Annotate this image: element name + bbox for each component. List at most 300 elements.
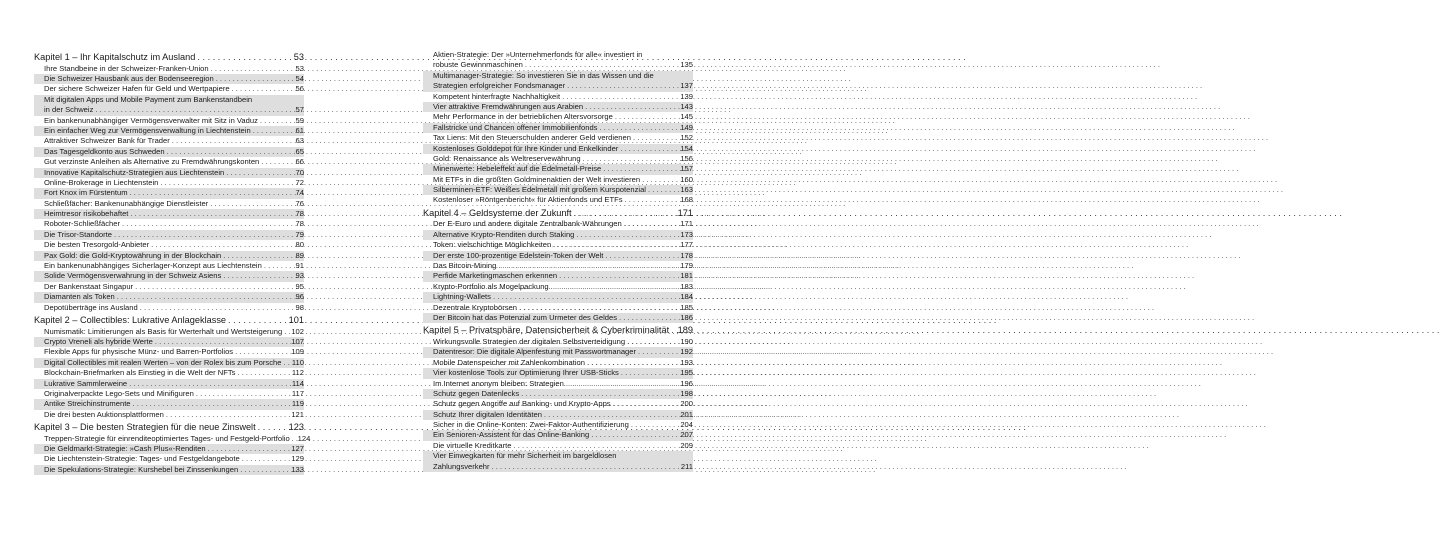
toc-leader-dots [133,399,290,409]
toc-entry-title: Kapitel 2 – Collectibles: Lukrative Anlageklasse [34,314,227,325]
toc-entry-title: Originalverpackte Lego-Sets und Minifiguren [44,388,194,398]
toc-page-number: 154 [680,143,693,153]
toc-entry-title: Attraktiver Schweizer Bank für Trader [44,136,170,146]
toc-entry [34,410,304,420]
toc-page-number: 189 [677,325,693,336]
toc-entry [423,441,693,451]
toc-page-number: 184 [680,292,693,302]
toc-left-column [34,50,311,475]
toc-leader-dots [621,368,678,378]
toc-page-number: 190 [680,336,693,346]
toc-entry-title: Kapitel 3 – Die besten Strategien für die neue Zinswelt [34,422,256,433]
toc-entry-title: Pax Gold: die Gold-Kryptowährung in der Blockchain [44,250,222,260]
toc-entry-title: Die virtuelle Kreditkarte [433,440,512,450]
toc-entry [34,389,304,399]
toc-chapter-heading [423,324,693,337]
toc-entry [423,123,693,133]
toc-page-number: 89 [295,250,304,260]
toc-entry-title: Diamanten als Token [44,292,115,302]
toc-leader-dots [130,188,290,198]
toc-entry [34,240,304,250]
toc-page-number: 124 [297,433,311,443]
toc-entry-title: Mobile Datenspeicher mit Zahlenkombination [433,357,585,367]
toc-entry-title: Online-Brokerage in Liechtenstein [44,177,159,187]
toc-entry-title: Aktien-Strategie: Der »Unternehmerfonds für alle« investiert in [433,50,643,59]
toc-entry [34,74,304,84]
toc-entry [423,462,693,472]
toc-entry [423,399,693,409]
toc-page-number: 139 [680,91,693,101]
toc-entry [423,451,693,461]
toc-entry [34,454,304,464]
toc-leader-dots [567,81,678,91]
toc-page-number: 192 [680,347,693,357]
toc-leader-dots [240,465,289,475]
toc-entry [423,195,693,205]
toc-entry [34,178,304,188]
toc-leader-dots [631,420,678,430]
toc-page-number: 152 [680,133,693,143]
toc-leader-dots [492,462,679,472]
toc-entry-title: Ein einfacher Weg zur Vermögensverwaltung in Liechtenstein [44,125,251,135]
toc-page-number: 160 [680,174,693,184]
toc-entry [423,71,693,81]
toc-entry-title: Minenwerte: Hebeleffekt auf die Edelmetall-Preise [433,164,602,174]
toc-page-number: 109 [291,347,304,357]
toc-leader-dots [585,102,678,112]
toc-leader-dots [574,207,676,220]
toc-page-number: 129 [291,454,304,464]
toc-entry-title: Kapitel 4 – Geldsysteme der Zukunft [423,207,572,218]
toc-page-number: 78 [295,219,304,229]
toc-entry [34,209,304,219]
toc-page-number: 121 [291,409,304,419]
toc-leader-dots [95,105,290,115]
toc-page-number: 135 [680,60,693,70]
toc-leader-dots [197,51,290,64]
toc-leader-dots [114,230,290,240]
toc-entry [423,420,693,430]
toc-entry-title: Schließfächer: Bankenunabhängige Dienstleister [44,198,209,208]
toc-entry-title: Strategien erfolgreicher Fondsmanager [433,81,566,91]
toc-entry-title: Tax Liens: Mit den Steuerschulden anderer Geld verdienen [433,133,631,143]
toc-entry-title: Im Internet anonym bleiben: Strategien [433,378,564,388]
toc-chapter-heading [34,314,304,327]
toc-entry [34,251,304,261]
toc-entry-title: Treppen-Strategie für einrenditeoptimiertes Tages- und Festgeld-Portfolio [44,433,290,443]
toc-entry-title: Zahlungsverkehr [433,461,490,471]
toc-page-number: 145 [680,112,693,122]
toc-entry [34,292,304,302]
toc-entry [34,303,304,313]
toc-entry [423,368,693,378]
toc-entry [423,358,693,368]
toc-entry-title: Flexible Apps für physische Münz- und Barren-Portfolios [44,347,234,357]
toc-page-number: 193 [680,357,693,367]
toc-entry-title: Dezentrale Kryptobörsen [433,302,517,312]
toc-leader-dots [155,337,289,347]
toc-page-number: 70 [295,167,304,177]
toc-leader-dots [140,303,290,313]
toc-entry-title: Die Geldmarkt-Strategie: »Cash Plus«-Renditen [44,444,206,454]
toc-entry-title: Vier kostenlose Tools zur Optimierung Ihrer USB-Sticks [433,368,619,378]
toc-entry [34,271,304,281]
toc-leader-dots [562,92,678,102]
toc-entry [423,133,693,143]
toc-entry [423,112,693,122]
toc-entry-title: Ihre Standbeine in der Schweizer-Franken-Union [44,63,209,73]
toc-leader-dots [130,209,290,219]
toc-leader-dots [129,379,290,389]
toc-entry [34,358,304,368]
toc-entry [423,261,693,271]
toc-leader-dots [603,164,678,174]
toc-entry [34,282,304,292]
toc-leader-dots [521,389,678,399]
toc-page-number: 173 [680,229,693,239]
toc-leader-dots [625,195,679,205]
toc-entry [423,313,693,323]
toc-entry [423,154,693,164]
toc-leader-dots [514,441,679,451]
toc-page-number: 96 [295,292,304,302]
toc-page-number: 137 [680,81,693,91]
toc-leader-dots [671,324,676,337]
toc-entry-title: Mit digitalen Apps und Mobile Payment zum Bankenstandbein [44,94,253,104]
toc-leader-dots [151,240,290,250]
toc-leader-dots [223,251,290,261]
toc-entry-title: Ein bankenunabhängiges Sicherlager-Konzept aus Liechtenstein [44,261,262,271]
toc-entry [423,92,693,102]
toc-entry-title: Wirkungsvolle Strategien der digitalen Selbstverteidigung [433,336,626,346]
toc-page-number: 119 [291,399,304,409]
toc-entry-title: Lightning-Wallets [433,292,491,302]
toc-entry [34,95,304,105]
toc-entry-title: Die Schweizer Hausbank aus der Bodenseeregion [44,73,214,83]
toc-leader-dots [284,327,289,337]
toc-entry [423,337,693,347]
toc-leader-dots [235,347,289,357]
toc-page-number: 93 [295,271,304,281]
toc-entry-title: Roboter-Schließfächer [44,219,120,229]
toc-entry [423,430,693,440]
toc-page-number: 114 [291,378,304,388]
toc-leader-dots [619,313,678,323]
toc-leader-dots [498,261,678,271]
toc-page-number: 201 [680,409,693,419]
toc-entry-title: Kostenloses Golddepot für Ihre Kinder und Enkelkinder [433,143,619,153]
toc-page-number: 98 [295,302,304,312]
toc-entry-title: Depotüberträge ins Ausland [44,302,138,312]
toc-page-number: 80 [295,240,304,250]
toc-entry-title: Sicher in die Online-Konten: Zwei-Faktor-Authentifizierung [433,420,629,430]
toc-page-number: 185 [680,302,693,312]
toc-page-number: 179 [680,261,693,271]
toc-entry [34,105,304,115]
toc-entry [423,282,693,292]
toc-leader-dots [551,282,679,292]
toc-leader-dots [283,358,289,368]
toc-leader-dots [613,399,679,409]
toc-leader-dots [587,358,678,368]
toc-page-number: 149 [680,122,693,132]
toc-page-number: 171 [677,207,693,218]
toc-entry-title: Gold: Renaissance als Weltreservewährung [433,153,581,163]
toc-entry [423,144,693,154]
toc-entry-title: Fort Knox im Fürstentum [44,188,128,198]
toc-page-number: 101 [288,314,304,325]
toc-leader-dots [160,178,290,188]
toc-entry [423,389,693,399]
toc-entry [423,271,693,281]
toc-entry [423,379,693,389]
toc-leader-dots [211,64,290,74]
toc-entry [423,251,693,261]
toc-entry [34,368,304,378]
toc-leader-dots [264,261,290,271]
toc-entry-title: Solide Vermögensverwahrung in der Schweiz Asiens [44,271,222,281]
toc-page-number: 123 [288,422,304,433]
toc-page-number: 72 [295,177,304,187]
toc-entry-title: Vier attraktive Fremdwährungen aus Arabien [433,101,584,111]
toc-page-number: 110 [291,357,304,367]
toc-entry-title: in der Schweiz [44,105,94,115]
toc-page-number: 53 [293,52,304,62]
toc-page-number: 143 [680,101,693,111]
toc-page-number: 198 [680,388,693,398]
toc-leader-dots [237,368,289,378]
toc-leader-dots [627,337,678,347]
toc-leader-dots [591,430,678,440]
toc-leader-dots [583,154,679,164]
toc-page-number: 61 [295,125,304,135]
toc-entry [423,81,693,91]
toc-entry-title: Der E-Euro und andere digitale Zentralbank-Währungen [433,219,622,229]
toc-entry-title: Gut verzinste Anleihen als Alternative zu Fremdwährungskonten [44,157,260,167]
toc-page-number: 195 [680,368,693,378]
toc-entry-title: Crypto Vreneli als hybride Werte [44,336,153,346]
toc-entry [34,126,304,136]
toc-leader-dots [525,60,678,70]
toc-entry [423,60,693,70]
toc-leader-dots [642,175,678,185]
toc-entry-title: Ein Senioren-Assistent für das Online-Banking [433,430,590,440]
toc-leader-dots [615,112,679,122]
toc-entry [34,347,304,357]
toc-page-number: 209 [680,440,693,450]
toc-leader-dots [196,389,290,399]
toc-page-number: 204 [680,420,693,430]
toc-leader-dots [576,230,678,240]
toc-entry [34,64,304,74]
toc-entry [34,219,304,229]
toc-leader-dots [253,126,290,136]
toc-entry-title: Die Spekulations-Strategie: Kurshebel bei Zinssenkungen [44,464,239,474]
toc-page-number: 79 [295,229,304,239]
toc-leader-dots [553,240,678,250]
toc-page-number: 177 [680,240,693,250]
toc-page-number: 107 [291,336,304,346]
toc-page-number: 207 [680,430,693,440]
toc-entry [34,168,304,178]
toc-entry-title: Alternative Krypto-Renditen durch Staking [433,229,575,239]
toc-entry-title: Vier Einwegkarten für mehr Sicherheit im bargeldlosen [433,451,617,461]
toc-entry-title: Blockchain-Briefmarken als Einstieg in die Welt der NFTs [44,368,236,378]
toc-entry-title: Kompetent hinterfragte Nachhaltigkeit [433,91,561,101]
toc-entry-title: Heimtresor risikobehaftet [44,209,129,219]
toc-page-number: 66 [295,157,304,167]
toc-entry-title: Krypto-Portfolio als Mogelpackung [433,281,549,291]
toc-leader-dots [242,454,290,464]
toc-page-number: 54 [295,73,304,83]
toc-entry [34,433,311,444]
toc-entry-title: Kapitel 1 – Ihr Kapitalschutz im Ausland [34,52,196,62]
toc-page-number: 181 [680,271,693,281]
toc-entry [423,102,693,112]
toc-leader-dots [638,347,678,357]
toc-leader-dots [167,147,290,157]
toc-entry-title: Die besten Tresorgold-Anbieter [44,240,150,250]
toc-entry-title: Datentresor: Die digitale Alpenfestung mit Passwortmanager [433,347,637,357]
toc-entry-title: Token: vielschichtige Möglichkeiten [433,240,552,250]
toc-entry [34,261,304,271]
toc-leader-dots [208,444,290,454]
toc-page-number: 156 [680,153,693,163]
toc-entry-title: Schutz Ihrer digitalen Identitäten [433,409,542,419]
toc-leader-dots [216,74,290,84]
toc-entry-title: Der Bitcoin hat das Potenzial zum Urmeter des Geldes [433,312,618,322]
toc-leader-dots [624,219,679,229]
toc-entry-title: Die Liechtenstein-Strategie: Tages- und Festgeldangebote [44,454,240,464]
toc-entry-title: Das Tagesgeldkonto aus Schweden [44,146,165,156]
toc-entry [34,327,304,337]
toc-entry-title: Mehr Performance in der betrieblichen Altersvorsorge [433,112,613,122]
toc-leader-dots [292,434,296,444]
toc-entry [34,147,304,157]
toc-leader-dots [258,421,287,434]
toc-entry [423,347,693,357]
toc-entry [34,337,304,347]
toc-entry [34,230,304,240]
toc-leader-dots [559,271,678,281]
toc-entry-title: Kostenloser »Röntgenbericht« für Aktienfonds und ETFs [433,195,623,205]
toc-leader-dots [544,410,678,420]
toc-entry [423,219,693,229]
toc-page-number: 56 [295,84,304,94]
toc-page-number: 163 [680,185,693,195]
toc-entry-title: Silberminen-ETF: Weißes Edelmetall mit großem Kurspotenzial [433,185,646,195]
toc-entry [34,399,304,409]
toc-chapter-heading [423,207,693,220]
toc-entry-title: Lukrative Sammlerweine [44,378,128,388]
toc-entry-title: Schutz gegen Datenlecks [433,388,520,398]
toc-entry-title: Der sichere Schweizer Hafen für Geld und Wertpapiere [44,84,230,94]
toc-entry [34,136,304,146]
toc-entry [34,444,304,454]
toc-leader-dots [166,410,289,420]
toc-page-number: 102 [291,326,304,336]
toc-leader-dots [648,185,678,195]
toc-chapter-heading [34,51,304,64]
toc-entry [423,50,693,60]
toc-entry-title: Mit ETFs in die größten Goldminenaktien der Welt investieren [433,174,641,184]
toc-leader-dots [226,168,290,178]
toc-entry-title: Digital Collectibles mit realen Werten – von der Rolex bis zum Porsche [44,357,282,367]
toc-entry-title: Der erste 100-prozentige Edelstein-Token der Welt [433,250,604,260]
toc-page-number: 157 [680,164,693,174]
toc-leader-dots [633,133,678,143]
toc-right-column [423,50,693,472]
toc-page-number: 112 [291,368,304,378]
toc-entry [423,292,693,302]
toc-entry-title: robuste Gewinnmaschinen [433,60,523,70]
toc-entry [423,185,693,195]
toc-entry-title: Schutz gegen Angriffe auf Banking- und Krypto-Apps [433,399,611,409]
toc-leader-dots [172,136,290,146]
toc-page-number: 117 [291,388,304,398]
toc-entry-title: Fallstricke und Chancen offener Immobilienfonds [433,122,598,132]
toc-entry [34,188,304,198]
toc-entry [34,199,304,209]
toc-entry-title: Perfide Marketingmaschen erkennen [433,271,558,281]
toc-leader-dots [210,199,290,209]
toc-chapter-heading [34,421,304,434]
toc-leader-dots [260,116,290,126]
toc-page-number: 200 [680,399,693,409]
toc-entry [34,157,304,167]
toc-leader-dots [223,271,290,281]
toc-entry-title: Innovative Kapitalschutz-Strategien aus Liechtenstein [44,167,225,177]
toc-page-number: 63 [295,136,304,146]
toc-entry [423,175,693,185]
toc-entry [423,410,693,420]
toc-entry-title: Der Bankenstaat Singapur [44,281,134,291]
toc-entry [34,116,304,126]
toc-leader-dots [117,292,290,302]
toc-entry [423,240,693,250]
toc-page-number: 74 [295,188,304,198]
toc-page-number: 171 [680,219,693,229]
toc-entry [34,84,304,94]
toc-leader-dots [228,314,287,327]
toc-page-number: 186 [680,312,693,322]
toc-entry-title: Numismatik: Limitierungen als Basis für Werterhalt und Wertsteigerung [44,326,283,336]
toc-page-number: 59 [295,115,304,125]
toc-leader-dots [135,282,290,292]
toc-entry [34,379,304,389]
toc-leader-dots [519,303,678,313]
toc-leader-dots [232,84,290,94]
toc-page-number: 53 [295,63,304,73]
toc-page-number: 127 [291,444,304,454]
toc-leader-dots [620,144,678,154]
toc-leader-dots [605,251,678,261]
toc-page-number: 183 [680,281,693,291]
toc-page-number: 57 [295,105,304,115]
toc-page-number: 91 [295,261,304,271]
toc-leader-dots [122,219,290,229]
toc-leader-dots [493,292,678,302]
toc-entry-title: Antike Streichinstrumente [44,399,131,409]
toc-page-number: 95 [295,281,304,291]
toc-page-number: 196 [680,378,693,388]
toc-entry [423,303,693,313]
toc-page-number: 76 [295,198,304,208]
toc-entry-title: Ein bankenunabhängiger Vermögensverwalter mit Sitz in Vaduz [44,115,258,125]
toc-page-number: 133 [291,464,304,474]
toc-page-number: 65 [295,146,304,156]
toc-entry-title: Kapitel 5 – Privatsphäre, Datensicherheit & Cyberkriminalität [423,325,670,336]
